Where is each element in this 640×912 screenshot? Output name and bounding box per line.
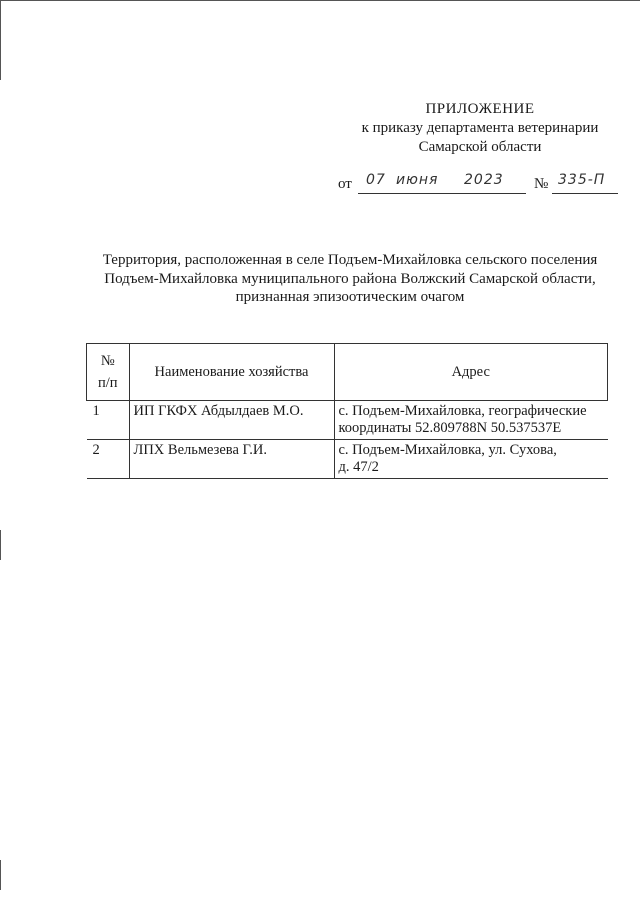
row-name: ИП ГКФХ Абдылдаев М.О.: [129, 401, 334, 440]
farms-table: [86, 343, 608, 479]
heading-line-2: Подъем-Михайловка муниципального района Волжский Самарской области,: [104, 270, 596, 287]
scan-left-edge-bottom: [0, 860, 1, 890]
order-date-line: [338, 174, 618, 196]
table-row: [87, 440, 608, 479]
row-num: 2: [87, 440, 130, 479]
header-num-line-2: п/п: [97, 375, 118, 391]
scan-left-edge-top: [0, 0, 1, 80]
table-header-row: [87, 344, 608, 401]
row-address: [334, 401, 608, 440]
row-address-line-1: с. Подъем-Михайловка, ул. Сухова,: [338, 442, 557, 458]
document-heading: [60, 251, 640, 307]
date-underline: [358, 193, 526, 194]
table-row: [87, 401, 608, 440]
from-label: от: [338, 176, 352, 192]
handwritten-month: июня: [396, 172, 439, 188]
appendix-line-2: Самарской области: [418, 139, 542, 155]
handwritten-year: 2023: [464, 172, 504, 188]
appendix-title: ПРИЛОЖЕНИЕ: [425, 101, 535, 117]
appendix-line-1: к приказу департамента ветеринарии: [361, 120, 599, 136]
header-num: [87, 344, 130, 401]
row-address-line-1: с. Подъем-Михайловка, географические: [338, 403, 587, 419]
header-address: Адрес: [334, 344, 608, 401]
header-name: Наименование хозяйства: [129, 344, 334, 401]
row-num: 1: [87, 401, 130, 440]
row-address-line-2: д. 47/2: [338, 459, 379, 475]
row-address-line-2: координаты 52.809788N 50.537537E: [338, 420, 562, 436]
handwritten-number: 335-П: [558, 172, 606, 188]
row-name: ЛПХ Вельмезева Г.И.: [129, 440, 334, 479]
handwritten-day: 07: [366, 172, 386, 188]
heading-line-3: признанная эпизоотическим очагом: [235, 289, 465, 305]
number-underline: [552, 193, 618, 194]
scan-left-edge-mid: [0, 530, 1, 560]
number-label: №: [534, 176, 549, 192]
scan-top-edge: [0, 0, 640, 1]
appendix-header: [340, 100, 620, 157]
header-num-line-1: №: [100, 353, 115, 369]
heading-line-1: Территория, расположенная в селе Подъем-Михайловка сельского поселения: [102, 252, 598, 268]
row-address: [334, 440, 608, 479]
